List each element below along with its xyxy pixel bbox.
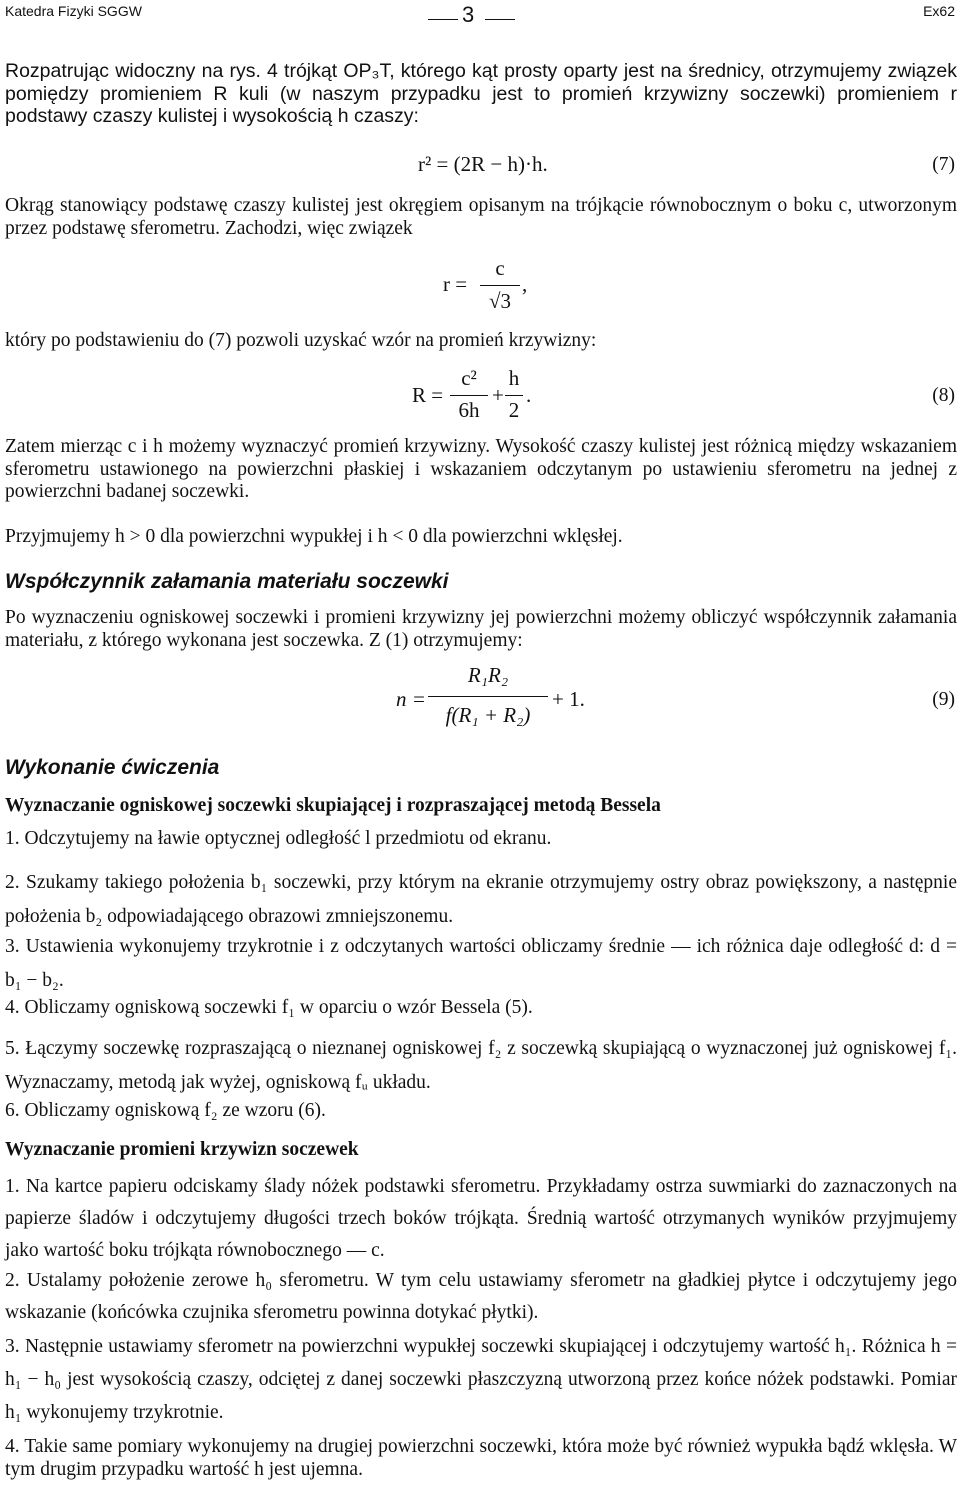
heading-bessel-method: Wyznaczanie ogniskowej soczewki skupiającej i rozpraszającej metodą Bessela (5, 795, 661, 816)
equation-8-numerator-2: h (508, 366, 520, 390)
bessel-step-6: 6. Obliczamy ogniskową f₂ ze wzoru (6). (5, 1100, 326, 1121)
equation-8-bar-1 (450, 395, 488, 396)
paragraph-circle: Okrąg stanowiący podstawę czaszy kulistej jest okręgiem opisanym na trójkącie równobocznym o boku c, utworzonym przez podstawę sferometru. Zachodzi, więc związek (5, 195, 957, 239)
equation-9-tail: + 1. (552, 687, 585, 711)
header-exercise-code: Ex62 (923, 3, 955, 19)
equation-9-fraction-bar (428, 696, 548, 697)
equation-9-denominator: f(R₁ + R₂) (445, 703, 531, 727)
bessel-step-5: 5. Łączymy soczewkę rozpraszającą o nieznanej ogniskowej f₂ z soczewką skupiającą o wyznaczonej już ogniskowej f₁. Wyznaczamy, metodą jak wyżej, ogniskową fᵤ układu. (5, 1038, 957, 1093)
equation-9-lhs: n = (396, 687, 426, 711)
paragraph-sign-convention: Przyjmujemy h > 0 dla powierzchni wypukłej i h < 0 dla powierzchni wklęsłej. (5, 526, 623, 547)
curvature-step-1: 1. Na kartce papieru odciskamy ślady nóżek podstawki sferometru. Przykładamy ostrza suwmiarki do zaznaczonych na papierze śladów i odczytujemy długości trzech boków trójkąta. Średnią wartość otrzymanych wyników przyjmujemy jako wartość boku trójkąta równobocznego — c. (5, 1176, 957, 1261)
heading-curvature-radii: Wyznaczanie promieni krzywizn soczewek (5, 1139, 359, 1160)
heading-procedure: Wykonanie ćwiczenia (5, 756, 220, 779)
page-number-right-rule (485, 19, 515, 20)
bessel-step-3: 3. Ustawienia wykonujemy trzykrotnie i z odczytanych wartości obliczamy średnie — ich różnica daje odległość d: d = b₁ − b₂. (5, 936, 957, 991)
paragraph-refractive-index: Po wyznaczeniu ogniskowej soczewki i promieni krzywizny jej powierzchni możemy obliczyć współczynnik załamania materiału, z którego wykonana jest soczewka. Z (1) otrzymujemy: (5, 607, 957, 651)
equation-r-numerator: c (495, 256, 505, 280)
equation-r-fraction-bar (480, 285, 520, 286)
equation-r-comma: , (522, 272, 528, 296)
equation-8-numerator-1: c² (461, 366, 477, 390)
equation-r-lhs: r = (443, 272, 468, 296)
page-number-left-rule (428, 19, 458, 20)
bessel-step-2: 2. Szukamy takiego położenia b₁ soczewki, przy którym na ekranie otrzymujemy ostry obraz powiększony, a następnie położenia b₂ odpowiadającego obrazowi zmniejszonemu. (5, 872, 957, 927)
paragraph-substitution: który po podstawieniu do (7) pozwoli uzyskać wzór na promień krzywizny: (5, 330, 597, 351)
equation-8-bar-2 (505, 395, 523, 396)
equation-8-lhs: R = (412, 383, 444, 407)
paragraph-measurement: Zatem mierząc c i h możemy wyznaczyć promień krzywizny. Wysokość czaszy kulistej jest różnicą między wskazaniem sferometru ustawionego na powierzchni płaskiej i wskazaniem odczytanym po ustawieniu sferometru na jednej z powierzchni badanej soczewki. (5, 436, 957, 502)
equation-8-denominator-2: 2 (508, 398, 520, 422)
curvature-step-2: 2. Ustalamy położenie zerowe h₀ sferometru. W tym celu ustawiamy sferometr na gładkiej płytce i odczytujemy jego wskazanie (końcówka czujnika sferometru powinna dotykać płytki). (5, 1270, 957, 1323)
equation-8-period: . (526, 383, 532, 407)
page-number: 3 (462, 2, 475, 27)
paragraph-triangle-relation: Rozpatrując widoczny na rys. 4 trójkąt OP₃T, którego kąt prosty oparty jest na średnicy, otrzymujemy związek pomiędzy promieniem R kuli (w naszym przypadku jest to promień krzywizny soczewki) promieniem r podstawy czaszy kulistej i wysokością h czaszy: (5, 60, 957, 127)
header-institution: Katedra Fizyki SGGW (5, 3, 142, 19)
equation-8-denominator-1: 6h (458, 398, 480, 422)
equation-8-plus: + (492, 383, 504, 407)
equation-9-number: (9) (932, 689, 955, 710)
curvature-step-3: 3. Następnie ustawiamy sferometr na powierzchni wypukłej soczewki skupiającej i odczytujemy wartość h₁. Różnica h = h₁ − h₀ jest wysokością czaszy, odciętej z danej soczewki płaszczyzną utworzoną przez końce nóżek podstawki. Pomiar h₁ wykonujemy trzykrotnie. (5, 1336, 957, 1423)
bessel-step-4: 4. Obliczamy ogniskową soczewki f₁ w oparciu o wzór Bessela (5). (5, 997, 533, 1018)
heading-refractive-index: Współczynnik załamania materiału soczewki (5, 570, 449, 593)
equation-7: r² = (2R − h)·h. (418, 152, 548, 176)
equation-7-number: (7) (932, 154, 955, 175)
bessel-step-1: 1. Odczytujemy na ławie optycznej odległość l przedmiotu od ekranu. (5, 828, 552, 849)
equation-r-denominator: √3 (488, 289, 512, 313)
equation-9-numerator: R₁R₂ (467, 663, 509, 687)
equation-8-number: (8) (932, 385, 955, 406)
curvature-step-4: 4. Takie same pomiary wykonujemy na drugiej powierzchni soczewki, która może być również wypukła bądź wklęsła. W tym drugim przypadku wartość h jest ujemna. (5, 1436, 957, 1480)
